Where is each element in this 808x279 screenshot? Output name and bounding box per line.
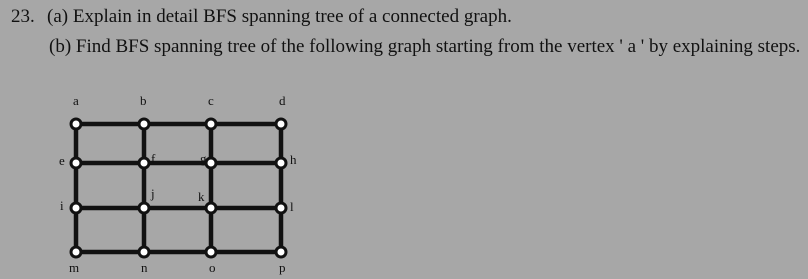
- vertex-label-e: e: [59, 153, 65, 168]
- question-number: 23.: [11, 6, 35, 27]
- question-part-b: (b) Find BFS spanning tree of the following graph starting from the vertex ' a ' by explaining steps.: [49, 36, 801, 57]
- vertex-label-j: j: [151, 186, 155, 201]
- vertex-label-n: n: [141, 260, 148, 275]
- vertex-c: [206, 119, 216, 129]
- vertex-i: [71, 203, 81, 213]
- vertex-g: [206, 158, 216, 168]
- vertex-label-p: p: [279, 260, 286, 275]
- vertex-d: [276, 119, 286, 129]
- vertex-label-k: k: [198, 189, 205, 204]
- vertex-label-a: a: [73, 93, 79, 108]
- vertex-m: [71, 247, 81, 257]
- vertex-label-g: g: [200, 151, 207, 166]
- vertex-label-f: f: [151, 151, 156, 166]
- graph-vertices: [59, 93, 297, 275]
- vertex-label-o: o: [209, 260, 216, 275]
- vertex-label-l: l: [290, 199, 294, 214]
- vertex-l: [276, 203, 286, 213]
- vertex-label-i: i: [60, 198, 64, 213]
- vertex-e: [71, 158, 81, 168]
- vertex-label-b: b: [140, 93, 147, 108]
- vertex-p: [276, 247, 286, 257]
- vertex-label-h: h: [290, 152, 297, 167]
- vertex-n: [139, 247, 149, 257]
- vertex-b: [139, 119, 149, 129]
- vertex-a: [71, 119, 81, 129]
- vertex-h: [276, 158, 286, 168]
- vertex-label-d: d: [279, 93, 286, 108]
- vertex-o: [206, 247, 216, 257]
- vertex-k: [206, 203, 216, 213]
- vertex-label-m: m: [69, 260, 80, 275]
- vertex-j: [139, 203, 149, 213]
- graph-edges: [76, 124, 281, 252]
- vertex-label-c: c: [208, 93, 214, 108]
- vertex-f: [139, 158, 149, 168]
- question-part-a: (a) Explain in detail BFS spanning tree of a connected graph.: [47, 6, 512, 27]
